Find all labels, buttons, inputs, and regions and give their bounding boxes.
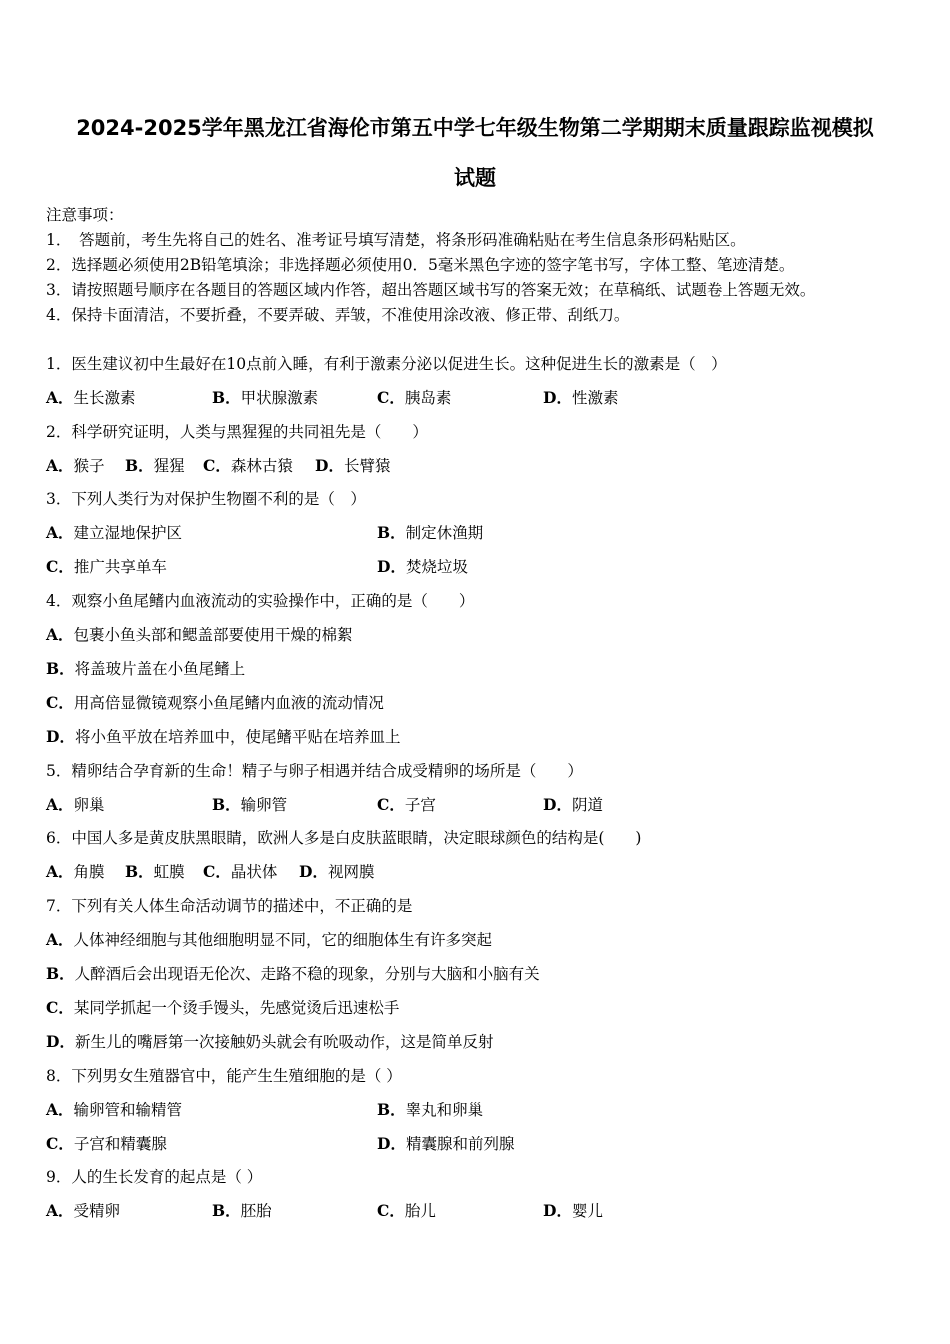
option-label: A． <box>46 388 74 407</box>
answer-option[interactable] <box>543 793 603 815</box>
answer-option[interactable] <box>212 1199 272 1221</box>
option-label: C． <box>377 795 405 814</box>
answer-option[interactable] <box>46 725 400 747</box>
question-stem: 2．科学研究证明，人类与黑猩猩的共同祖先是（ ） <box>46 423 428 441</box>
notice-item: 2．选择题必须使用2B铅笔填涂；非选择题必须使用0．5毫米黑色字迹的签字笔书写，字体工整、笔迹清楚。 <box>46 256 795 274</box>
answer-option[interactable] <box>377 1199 436 1221</box>
option-label: D． <box>543 388 572 407</box>
option-label: C． <box>203 862 231 881</box>
option-label: D． <box>299 862 328 881</box>
answer-option[interactable] <box>46 1030 493 1052</box>
answer-option[interactable] <box>203 860 277 882</box>
answer-option[interactable] <box>377 1132 514 1154</box>
option-label: A． <box>46 1201 74 1220</box>
option-label: A． <box>46 795 74 814</box>
answer-option[interactable] <box>46 1132 167 1154</box>
option-label: B． <box>46 964 75 983</box>
option-text: 将盖玻片盖在小鱼尾鳍上 <box>74 660 246 678</box>
option-label: B． <box>125 456 154 475</box>
question-stem: 4．观察小鱼尾鳍内血液流动的实验操作中，正确的是（ ） <box>46 592 475 610</box>
answer-option[interactable] <box>46 928 492 950</box>
answer-option[interactable] <box>46 555 167 577</box>
option-label: B． <box>46 659 75 678</box>
option-text: 胎儿 <box>404 1202 436 1220</box>
question-stem: 3．下列人类行为对保护生物圈不利的是（ ） <box>46 490 366 508</box>
option-label: A． <box>46 862 74 881</box>
answer-option[interactable] <box>125 860 185 882</box>
option-text: 将小鱼平放在培养皿中，使尾鳍平贴在培养皿上 <box>74 728 401 746</box>
option-text: 人体神经细胞与其他细胞明显不同，它的细胞体生有许多突起 <box>73 931 493 949</box>
option-text: 睾丸和卵巢 <box>405 1101 484 1119</box>
option-text: 虹膜 <box>153 863 185 881</box>
option-label: A． <box>46 456 74 475</box>
option-label: D． <box>377 557 406 576</box>
answer-option[interactable] <box>46 996 399 1018</box>
option-text: 猴子 <box>73 457 105 475</box>
option-text: 建立湿地保护区 <box>73 524 183 542</box>
option-text: 制定休渔期 <box>405 524 484 542</box>
option-text: 森林古猿 <box>230 457 293 475</box>
answer-option[interactable] <box>46 386 136 408</box>
option-text: 甲状腺激素 <box>240 389 319 407</box>
option-label: D． <box>377 1134 406 1153</box>
option-text: 晶状体 <box>230 863 278 881</box>
option-label: C． <box>46 693 74 712</box>
answer-option[interactable] <box>46 521 182 543</box>
notice-item: 4．保持卡面清洁，不要折叠，不要弄破、弄皱，不准使用涂改液、修正带、刮纸刀。 <box>46 306 630 324</box>
option-text: 输卵管和输精管 <box>73 1101 183 1119</box>
notice-heading: 注意事项： <box>46 206 124 224</box>
notice-item: 3．请按照题号顺序在各题目的答题区域内作答，超出答题区域书写的答案无效；在草稿纸、试题卷上答题无效。 <box>46 281 816 299</box>
option-text: 子宫和精囊腺 <box>73 1135 167 1153</box>
option-label: D． <box>46 727 75 746</box>
question-stem: 5．精卵结合孕育新的生命！精子与卵子相遇并结合成受精卵的场所是（ ） <box>46 762 583 780</box>
option-text: 胰岛素 <box>404 389 452 407</box>
option-label: B． <box>212 388 241 407</box>
option-label: D． <box>315 456 344 475</box>
answer-option[interactable] <box>299 860 374 882</box>
option-label: B． <box>212 795 241 814</box>
option-text: 新生儿的嘴唇第一次接触奶头就会有吮吸动作，这是简单反射 <box>74 1033 494 1051</box>
option-text: 角膜 <box>73 863 105 881</box>
option-text: 视网膜 <box>327 863 375 881</box>
page-title-continued: 试题 <box>454 166 496 190</box>
answer-option[interactable] <box>46 691 384 713</box>
option-text: 胚胎 <box>240 1202 272 1220</box>
option-label: C． <box>46 1134 74 1153</box>
question-stem: 7．下列有关人体生命活动调节的描述中，不正确的是 <box>46 897 413 915</box>
option-text: 精囊腺和前列腺 <box>405 1135 515 1153</box>
option-text: 某同学抓起一个烫手馒头，先感觉烫后迅速松手 <box>73 999 400 1017</box>
answer-option[interactable] <box>46 657 245 679</box>
option-label: A． <box>46 625 74 644</box>
option-label: C． <box>203 456 231 475</box>
answer-option[interactable] <box>377 1098 483 1120</box>
option-label: C． <box>46 557 74 576</box>
option-text: 输卵管 <box>240 796 288 814</box>
answer-option[interactable] <box>46 962 540 984</box>
answer-option[interactable] <box>212 793 287 815</box>
answer-option[interactable] <box>203 454 293 476</box>
option-text: 婴儿 <box>571 1202 603 1220</box>
answer-option[interactable] <box>46 1199 120 1221</box>
option-text: 子宫 <box>404 796 436 814</box>
option-label: C． <box>46 998 74 1017</box>
page-title: 2024-2025学年黑龙江省海伦市第五中学七年级生物第二学期期末质量跟踪监视模拟 <box>76 116 874 140</box>
option-label: D． <box>543 795 572 814</box>
option-label: A． <box>46 930 74 949</box>
answer-option[interactable] <box>543 386 618 408</box>
option-text: 长臂猿 <box>343 457 391 475</box>
option-label: C． <box>377 1201 405 1220</box>
option-label: B． <box>125 862 154 881</box>
answer-option[interactable] <box>377 386 451 408</box>
question-stem: 9．人的生长发育的起点是（ ） <box>46 1168 263 1186</box>
option-text: 阴道 <box>571 796 603 814</box>
question-stem: 6．中国人多是黄皮肤黑眼睛，欧洲人多是白皮肤蓝眼睛，决定眼球颜色的结构是( ) <box>46 829 642 847</box>
option-label: B． <box>377 523 406 542</box>
option-text: 用高倍显微镜观察小鱼尾鳍内血液的流动情况 <box>73 694 384 712</box>
answer-option[interactable] <box>377 555 468 577</box>
option-text: 性激素 <box>571 389 619 407</box>
option-text: 卵巢 <box>73 796 105 814</box>
answer-option[interactable] <box>212 386 318 408</box>
notice-item: 1． 答题前，考生先将自己的姓名、准考证号填写清楚，将条形码准确粘贴在考生信息条形码粘贴区。 <box>46 231 746 249</box>
option-label: A． <box>46 1100 74 1119</box>
answer-option[interactable] <box>125 454 185 476</box>
answer-option[interactable] <box>46 1098 182 1120</box>
option-text: 猩猩 <box>153 457 185 475</box>
option-text: 人醉酒后会出现语无伦次、走路不稳的现象，分别与大脑和小脑有关 <box>74 965 540 983</box>
answer-option[interactable] <box>46 860 105 882</box>
question-stem: 1．医生建议初中生最好在10点前入睡，有利于激素分泌以促进生长。这种促进生长的激素是（ ） <box>46 355 727 373</box>
option-label: D． <box>46 1032 75 1051</box>
option-label: B． <box>377 1100 406 1119</box>
option-text: 推广共享单车 <box>73 558 167 576</box>
answer-option[interactable] <box>315 454 390 476</box>
answer-option[interactable] <box>46 793 105 815</box>
answer-option[interactable] <box>543 1199 603 1221</box>
answer-option[interactable] <box>46 623 353 645</box>
option-text: 生长激素 <box>73 389 136 407</box>
option-text: 焚烧垃圾 <box>405 558 468 576</box>
question-stem: 8．下列男女生殖器官中，能产生生殖细胞的是（ ） <box>46 1067 402 1085</box>
option-label: A． <box>46 523 74 542</box>
option-label: C． <box>377 388 405 407</box>
option-text: 包裹小鱼头部和鳃盖部要使用干燥的棉絮 <box>73 626 353 644</box>
answer-option[interactable] <box>46 454 105 476</box>
answer-option[interactable] <box>377 521 483 543</box>
option-label: B． <box>212 1201 241 1220</box>
option-label: D． <box>543 1201 572 1220</box>
option-text: 受精卵 <box>73 1202 121 1220</box>
answer-option[interactable] <box>377 793 436 815</box>
